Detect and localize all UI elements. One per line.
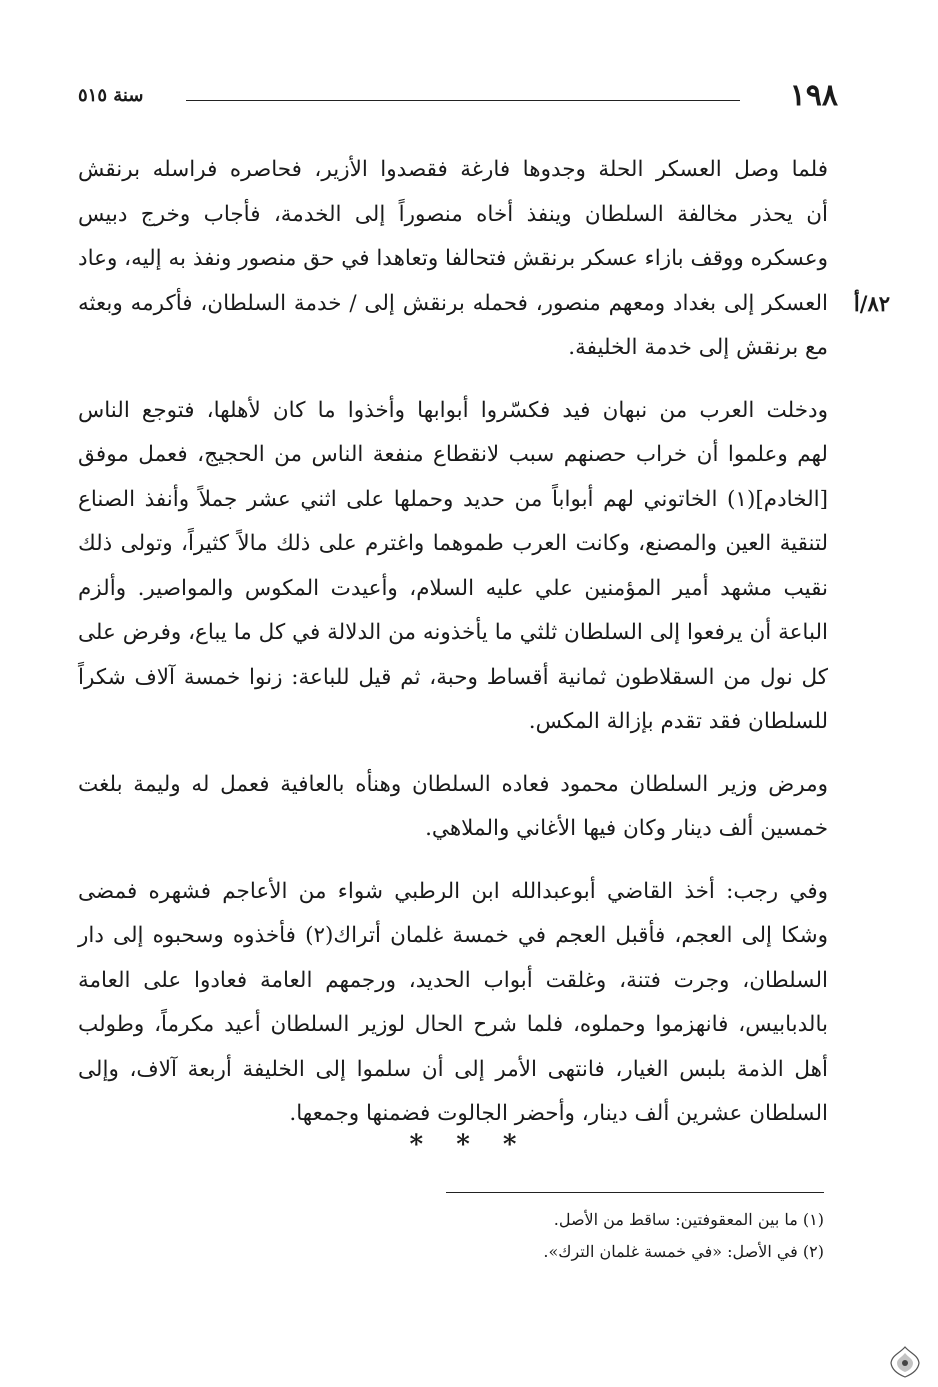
page-number: ١٩٨: [789, 78, 838, 113]
text-line: خمسين ألف دينار وكان فيها الأغاني والملاهي.: [425, 816, 828, 841]
paragraph-1: [78, 148, 890, 371]
text-line: وشكا إلى العجم، فأقبل العجم في خمسة غلمان أتراك(٢) فأخذوه وسحبوه إلى دار: [78, 923, 828, 948]
margin-folio-note: ٨٢/أ: [853, 291, 890, 316]
text-line: [الخادم](١) الخاتوني لهم أبواباً من حديد وحملها على اثني عشر جملاً وأنفذ الصناع: [78, 486, 828, 512]
corner-ornament-icon: [888, 1345, 922, 1379]
footnote-1: (١) ما بين المعقوفتين: ساقط من الأصل.: [553, 1210, 824, 1229]
main-text: [78, 148, 890, 1155]
text-line: وعسكره ووقف بازاء عسكر برنقش فتحالفا وتعاهدا في حق منصور ونفذ به إليه، وعاد: [78, 246, 828, 271]
footnote-2: (٢) في الأصل: «في خمسة غلمان الترك».: [543, 1242, 824, 1261]
paragraph-4: [78, 870, 828, 1137]
text-line: لتنقية العين والمصنع، وكانت العرب طموهما واغترم على ذلك مالاً كثيراً، وتولى ذلك: [78, 531, 828, 556]
text-line: العسكر إلى بغداد ومعهم منصور، فحمله برنقش إلى / خدمة السلطان، فأكرمه وبعثه: [78, 290, 828, 316]
text-line: وفي رجب: أخذ القاضي أبوعبدالله ابن الرطبي شواء من الأعاجم فشهره فمضى: [78, 878, 828, 904]
header-rule: [186, 100, 740, 101]
text-line: السلطان عشرين ألف دينار، وأحضر الجالوت فضمنها وجمعها.: [289, 1101, 828, 1126]
text-line: للسلطان فقد تقدم بإزالة المكس.: [528, 709, 828, 734]
text-line: ودخلت العرب من نبهان فيد فكسّروا أبوابها وأخذوا ما كان لأهلها، فتوجع الناس: [78, 397, 828, 423]
year-label: سنة ٥١٥: [78, 85, 144, 106]
text-line: الباعة أن يرفعوا إلى السلطان ثلثي ما يأخذونه من الدلالة في كل ما يباع، وفرض على: [78, 620, 828, 645]
text-line: أهل الذمة بلبس الغيار، فانتهى الأمر إلى أن سلموا إلى الخليفة أربعة آلاف، وإلى: [78, 1056, 828, 1082]
page-header: [78, 78, 838, 118]
text-line: أن يحذر مخالفة السلطان وينفذ أخاه منصوراً إلى الخدمة، فأجاب وخرج دبيس: [78, 201, 828, 227]
text-line: نقيب مشهد أمير المؤمنين علي عليه السلام، وأعيدت المكوس والمواصير. وألزم: [78, 575, 828, 601]
section-separator: * * *: [409, 1130, 529, 1160]
footnote-rule: [446, 1192, 824, 1193]
text-line: لهم وعلموا أن خراب حصنهم سبب لانقطاع منفعة الناس من الحجيج، فعمل موفق: [78, 442, 828, 467]
paragraph-2: [78, 389, 828, 745]
footnotes: [446, 1204, 824, 1268]
text-line: السلطان، وجرت فتنة، وغلقت أبواب الحديد، ورجمهم العامة فعادوا على العامة: [78, 967, 828, 993]
text-line: مع برنقش إلى خدمة الخليفة.: [568, 335, 828, 360]
text-line: بالدبابيس، فانهزموا وحملوه، فلما شرح الحال لوزير السلطان أعيد مكرماً، وطولب: [78, 1012, 828, 1037]
paragraph-3: [78, 763, 828, 852]
text-line: ومرض وزير السلطان محمود فعاده السلطان وهنأه بالعافية فعمل له وليمة بلغت: [78, 771, 828, 797]
text-line: كل نول من السقلاطون ثمانية أقساط وحبة، ثم قيل للباعة: زنوا خمسة آلاف شكراً: [78, 664, 828, 690]
text-line: فلما وصل العسكر الحلة وجدوها فارغة فقصدوا الأزير، فحاصره فراسله برنقش: [78, 157, 828, 182]
